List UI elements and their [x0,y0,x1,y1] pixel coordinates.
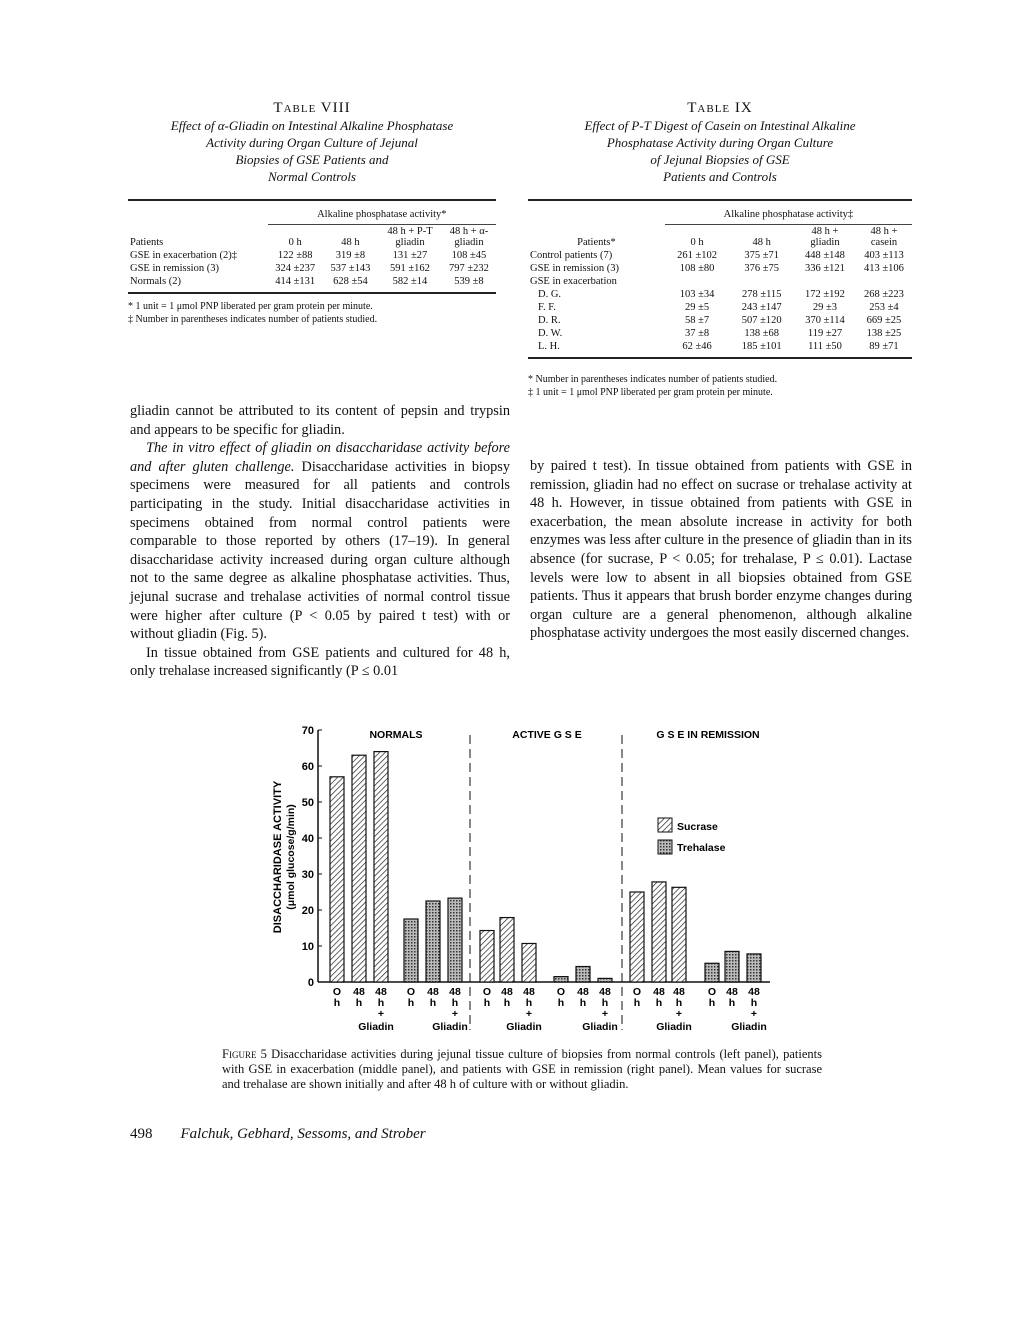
table-row [528,301,912,314]
table-label: Table VIII [273,100,351,116]
group-header: Alkaline phosphatase activity‡ [665,200,912,225]
sucrase-bar [500,918,514,982]
y-tick-label: 50 [301,797,314,809]
paragraph: by paired t test). In tissue obtained from patients with GSE in remission, gliadin had no effect on sucrase or trehalase activity at 48 h. However, in tissue obtained from patients with GSE in exacerbation, the mean absolute increase in activity for both enzymes was less after culture in the presence of gliadin than in its absence (for sucrase, P < 0.05; for trehalase, P ≤ 0.01). Lactase levels were low to absent in all biopsies obtained from GSE patients. Thus it appears that brush border enzyme changes during organ culture are a general phenomenon, although alkaline phosphatase activity undergoes the most easily discerned changes. [530,458,912,642]
x-tick-label: 48 [653,986,665,998]
row-label: Normals (2) [130,276,182,287]
cell: 111 ±50 [808,341,842,352]
x-tick-label: 48 [726,986,738,998]
x-tick-label: 48 [577,986,589,998]
row-label: D. R. [538,315,561,326]
y-tick-label: 60 [301,761,314,773]
right-column [530,457,912,643]
table-viii [128,100,496,326]
cell: 376 ±75 [744,263,780,274]
gliadin-label: Gliadin [731,1021,767,1033]
data-table [128,199,496,288]
gliadin-label: Gliadin [506,1021,542,1033]
cell: 336 ±121 [805,263,845,274]
panel-title: ACTIVE G S E [512,729,582,741]
table-row [128,275,496,288]
x-tick-label: h [655,997,663,1009]
x-tick-label: 48 [449,986,461,998]
figure-caption [222,1047,822,1092]
cell: 539 ±8 [454,276,484,287]
cell [794,275,856,288]
cell: 413 ±106 [864,263,904,274]
sucrase-bar [352,755,366,982]
figure-5-chart [260,715,780,1045]
column-header: 48 h + casein [870,226,898,248]
table-row [528,275,912,288]
table-row [128,262,496,275]
x-tick-label: O [707,986,717,998]
y-tick-label: 20 [301,905,314,917]
table-label: Table IX [687,100,753,116]
y-tick-label: 40 [301,833,314,845]
trehalase-bar [554,977,568,982]
x-tick-label: 48 [353,986,365,998]
page-number: 498 [130,1126,153,1142]
x-tick-label: h [525,997,533,1009]
cell: 172 ±192 [805,289,845,300]
x-tick-label: h [429,997,437,1009]
x-tick-label: h [377,997,385,1009]
x-tick-label: 48 [427,986,439,998]
column-header: 48 h + α-gliadin [449,226,489,248]
cell: 138 ±25 [866,328,902,339]
x-tick-label: O [632,986,642,998]
row-label: GSE in exacerbation (2)‡ [130,250,238,261]
panel-title: G S E IN REMISSION [656,729,760,741]
authors: Falchuk, Gebhard, Sessoms, and Strober [180,1126,426,1142]
x-tick-label: O [482,986,492,998]
table-title: Phosphatase Activity during Organ Culture [606,135,834,150]
page-footer [130,1126,426,1143]
cell: 582 ±14 [392,276,428,287]
footnote: ‡ Number in parentheses indicates number of patients studied. [128,314,378,325]
y-tick-label: 30 [301,869,314,881]
figure-label: Figure 5 [222,1047,267,1061]
cell: 797 ±232 [449,263,489,274]
cell: 507 ±120 [741,315,782,326]
paragraph: gliadin cannot be attributed to its content of pepsin and trypsin and appears to be specific for gliadin. [130,403,510,438]
x-tick-label: h [633,997,641,1009]
column-header: 48 h + gliadin [810,226,840,248]
x-tick-label: 48 [501,986,513,998]
sucrase-bar [480,931,494,982]
y-axis-label-units: (μmol glucose/g/min) [285,804,297,910]
section-heading: The in vitro effect of gliadin on disaccharidase activity before and after gluten challenge. [130,440,510,475]
row-label: D. G. [538,289,562,300]
x-tick-label: + [601,1008,609,1020]
legend-sucrase-label: Sucrase [677,821,718,833]
row-label: GSE in remission (3) [130,263,219,274]
cell: 185 ±101 [741,341,782,352]
x-tick-label: + [750,1008,758,1020]
x-tick-label: O [406,986,416,998]
cell [729,275,794,288]
table-row [528,314,912,327]
table-row [528,340,912,353]
cell: 403 ±113 [864,250,904,261]
table-title: Normal Controls [267,169,356,184]
x-tick-label: h [503,997,511,1009]
cell: 261 ±102 [677,250,718,261]
x-tick-label: h [750,997,758,1009]
footnote: ‡ 1 unit = 1 μmol PNP liberated per gram protein per minute. [528,387,773,398]
trehalase-bar [426,901,440,982]
column-header: 0 h [288,237,302,248]
cell: 414 ±131 [275,276,316,287]
trehalase-bar [576,967,590,982]
table-caption [528,100,912,185]
table-title: Effect of P-T Digest of Casein on Intestinal Alkaline [584,118,856,133]
table-title: of Jejunal Biopsies of GSE [650,152,790,167]
row-label: D. W. [538,328,563,339]
gliadin-label: Gliadin [432,1021,468,1033]
cell: 669 ±25 [866,315,902,326]
table-row [528,262,912,275]
legend-sucrase-swatch [658,818,672,832]
x-tick-label: h [728,997,736,1009]
cell: 319 ±8 [335,250,366,261]
table-row [128,249,496,262]
x-tick-label: 48 [599,986,611,998]
legend-trehalase-label: Trehalase [677,842,726,854]
x-tick-label: O [332,986,342,998]
sucrase-bar [630,892,644,982]
legend-trehalase-swatch [658,840,672,854]
group-header: Alkaline phosphatase activity* [268,200,496,225]
cell: 108 ±80 [679,263,715,274]
cell: 119 ±27 [807,328,843,339]
gliadin-label: Gliadin [656,1021,692,1033]
cell: 29 ±3 [812,302,838,313]
footnote: * Number in parentheses indicates number of patients studied. [528,374,778,385]
trehalase-bar [747,954,761,982]
cell: 122 ±88 [277,250,313,261]
gliadin-label: Gliadin [358,1021,394,1033]
x-tick-label: h [579,997,587,1009]
x-tick-label: h [557,997,565,1009]
x-tick-label: + [675,1008,683,1020]
table-ix [528,100,912,399]
x-tick-label: h [483,997,491,1009]
column-header: 48 h [752,237,771,248]
cell: 448 ±148 [805,250,845,261]
cell: 268 ±223 [864,289,904,300]
left-column [130,402,510,681]
cell: 138 ±68 [744,328,780,339]
table-row [528,288,912,301]
row-label: GSE in exacerbation [530,276,617,287]
trehalase-bar [598,978,612,982]
x-tick-label: h [675,997,683,1009]
cell: 37 ±8 [685,328,710,339]
table-caption [128,100,496,185]
cell: 537 ±143 [330,263,371,274]
row-label: Control patients (7) [530,250,613,261]
table-row [528,327,912,340]
x-tick-label: + [525,1008,533,1020]
cell: 62 ±46 [682,341,712,352]
sucrase-bar [374,752,388,982]
cell: 324 ±237 [275,263,316,274]
trehalase-bar [725,951,739,982]
cell: 29 ±5 [685,302,710,313]
paragraph: In tissue obtained from GSE patients and cultured for 48 h, only trehalase increased significantly (P ≤ 0.01 [130,644,510,680]
cell: 370 ±114 [805,315,845,326]
sucrase-bar [672,887,686,982]
trehalase-bar [705,963,719,982]
y-tick-label: 10 [301,941,314,953]
cell: 591 ±162 [390,263,430,274]
x-tick-label: h [333,997,341,1009]
y-axis-label: DISACCHARIDASE ACTIVITY [272,780,284,934]
x-tick-label: + [377,1008,385,1020]
sucrase-bar [330,777,344,982]
table-title: Activity during Organ Culture of Jejunal [206,135,418,150]
y-tick-label: 0 [307,977,314,989]
caption-text: Disaccharidase activities during jejunal tissue culture of biopsies from normal controls (left panel), patients with GSE in exacerbation (middle panel), and patients with GSE in remission (right panel). Mean values for sucrase and trehalase are shown initially and after 48 h of culture with or without gliadin. [222,1047,822,1091]
x-tick-label: h [407,997,415,1009]
cell: 108 ±45 [451,250,487,261]
table-title: Biopsies of GSE Patients and [235,152,389,167]
row-label: F. F. [538,302,556,313]
y-tick-label: 70 [301,725,314,737]
cell: 375 ±71 [744,250,780,261]
cell: 253 ±4 [869,302,899,313]
cell [665,275,730,288]
sucrase-bar [652,882,666,982]
column-header: 48 h [341,237,360,248]
cell: 628 ±54 [333,276,368,287]
sucrase-bar [522,943,536,982]
row-label: GSE in remission (3) [530,263,619,274]
x-tick-label: 48 [523,986,535,998]
column-header: 48 h + P-T gliadin [387,226,433,248]
table-row [528,249,912,262]
x-tick-label: 48 [748,986,760,998]
column-header: Patients [130,237,164,248]
cell: 243 ±147 [741,302,782,313]
x-tick-label: O [556,986,566,998]
column-header: 0 h [690,237,704,248]
table-title: Patients and Controls [663,169,777,184]
trehalase-bar [448,898,462,982]
cell: 278 ±115 [741,289,782,300]
trehalase-bar [404,919,418,982]
cell [856,275,912,288]
cell: 103 ±34 [679,289,715,300]
x-tick-label: h [451,997,459,1009]
gliadin-label: Gliadin [582,1021,618,1033]
x-tick-label: 48 [375,986,387,998]
row-label: L. H. [538,341,560,352]
table-title: Effect of α-Gliadin on Intestinal Alkaline Phosphatase [170,118,454,133]
paragraph-text: Disaccharidase activities in biopsy specimens were measured for all patients and controls participating in the study. Initial disaccharidase activities in specimens obtained from normal control patients were comparable to those reported by others (17–19). In general disaccharidase activity increased during organ culture although not to the same degree as alkaline phosphatase activities. Thus, jejunal sucrase and trehalase activities of normal control tissue were higher after culture (P < 0.05 by paired t test) with or without gliadin (Fig. 5). [130,458,510,643]
data-table [528,199,912,353]
x-tick-label: 48 [673,986,685,998]
x-tick-label: h [708,997,716,1009]
x-tick-label: h [601,997,609,1009]
cell: 89 ±71 [869,341,899,352]
column-header: Patients* [577,237,616,248]
cell: 58 ±7 [685,315,710,326]
paragraph [130,439,510,644]
cell: 131 ±27 [392,250,428,261]
x-tick-label: h [355,997,363,1009]
x-tick-label: + [451,1008,459,1020]
footnote: * 1 unit = 1 μmol PNP liberated per gram protein per minute. [128,301,373,312]
panel-title: NORMALS [369,729,423,741]
